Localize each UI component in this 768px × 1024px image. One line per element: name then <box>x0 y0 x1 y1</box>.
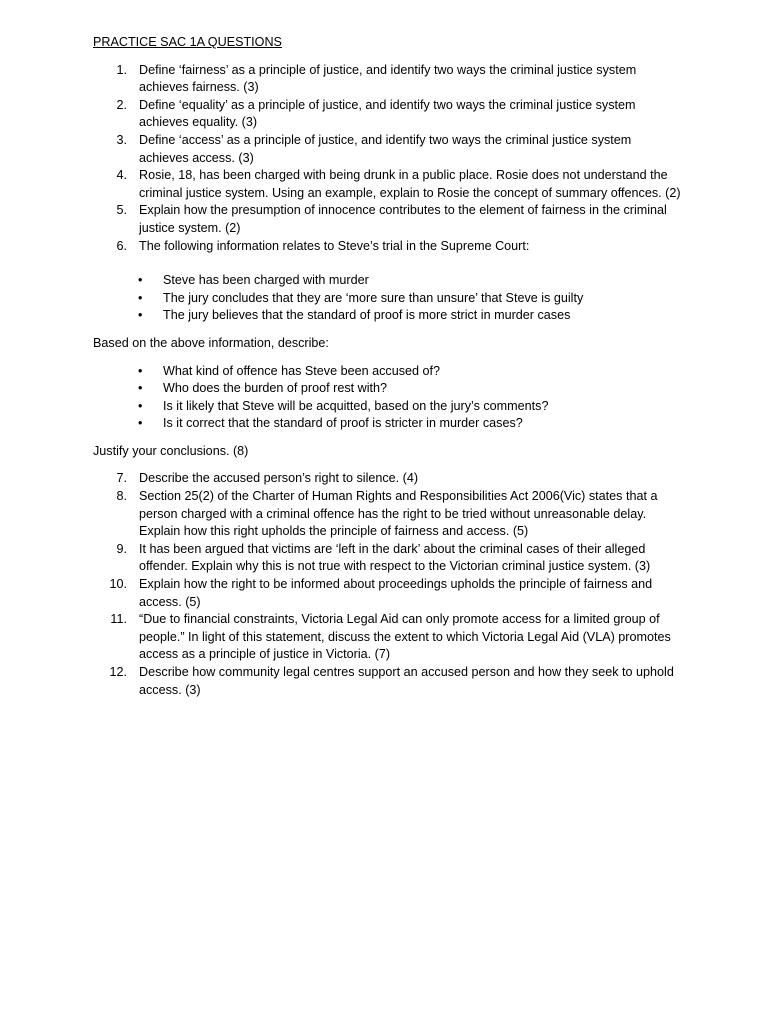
question-item <box>93 541 683 576</box>
question-text: Section 25(2) of the Charter of Human Rights and Responsibilities Act 2006(Vic) states that a person charged with a criminal offence has the right to be tried without unreasonable delay. Explain how this right upholds the principle of fairness and access. (5) <box>139 489 658 539</box>
question-item <box>93 611 683 664</box>
question-item <box>93 202 683 237</box>
describe-item <box>93 398 683 416</box>
question-item <box>93 664 683 699</box>
question-number: 12. <box>109 665 127 679</box>
question-item <box>93 238 683 256</box>
bullet-icon: • <box>138 363 143 378</box>
question-item <box>93 576 683 611</box>
fact-item <box>93 307 683 325</box>
facts-bullet-list <box>93 272 683 325</box>
describe-text: Who does the burden of proof rest with? <box>163 381 388 396</box>
document-page <box>93 34 683 699</box>
questions-list-part1 <box>93 62 683 256</box>
question-number: 6. <box>116 238 127 253</box>
question-text: Explain how the presumption of innocence contributes to the element of fairness in the criminal justice system. (2) <box>139 203 667 235</box>
question-text: Describe the accused person’s right to silence. (4) <box>139 471 419 486</box>
bullet-icon: • <box>138 398 143 413</box>
question-number: 10. <box>109 577 127 592</box>
question-number: 4. <box>116 168 127 183</box>
question-text: It has been argued that victims are ‘left in the dark’ about the criminal cases of their alleged offender. Explain why this is not true with respect to the Victorian criminal justice system. (3) <box>139 541 651 574</box>
question-text: Define ‘fairness’ as a principle of justice, and identify two ways the criminal justice system achieves fairness. (3) <box>139 62 637 95</box>
question-number: 5. <box>116 203 127 218</box>
question-number: 3. <box>116 132 127 147</box>
question-text: Define ‘access’ as a principle of justice, and identify two ways the criminal justice system achieves access. (3) <box>139 132 632 165</box>
describe-item <box>93 380 683 398</box>
question-text: The following information relates to Steve’s trial in the Supreme Court: <box>139 238 530 253</box>
describe-intro: Based on the above information, describe: <box>93 335 329 350</box>
justify-line: Justify your conclusions. (8) <box>93 443 249 458</box>
describe-item <box>93 415 683 433</box>
bullet-icon: • <box>138 381 143 396</box>
describe-item <box>93 363 683 381</box>
question-text: Describe how community legal centres support an accused person and how they seek to uphold access. (3) <box>139 665 674 697</box>
fact-item <box>93 272 683 290</box>
question-number: 11. <box>110 612 127 627</box>
question-text: “Due to financial constraints, Victoria Legal Aid can only promote access for a limited group of people.” In light of this statement, discuss the extent to which Victoria Legal Aid (VLA) promotes access as a principle of justice in Victoria. (7) <box>139 612 671 662</box>
fact-text: The jury believes that the standard of proof is more strict in murder cases <box>163 308 571 323</box>
questions-list-part2 <box>93 470 683 699</box>
fact-item <box>93 290 683 308</box>
question-item <box>93 167 683 202</box>
bullet-icon: • <box>138 290 143 305</box>
question-text: Define ‘equality’ as a principle of justice, and identify two ways the criminal justice system achieves equality. (3) <box>139 97 636 130</box>
describe-text: What kind of offence has Steve been accused of? <box>163 363 441 378</box>
describe-bullet-list <box>93 363 683 433</box>
question-item <box>93 132 683 167</box>
question-number: 7. <box>116 471 127 486</box>
bullet-icon: • <box>138 308 143 323</box>
question-item <box>93 488 683 541</box>
question-number: 8. <box>116 489 127 504</box>
describe-text: Is it correct that the standard of proof is stricter in murder cases? <box>163 416 523 431</box>
question-item <box>93 470 683 488</box>
bullet-icon: • <box>138 416 143 431</box>
question-text: Explain how the right to be informed about proceedings upholds the principle of fairness and access. (5) <box>139 577 653 609</box>
describe-text: Is it likely that Steve will be acquitted, based on the jury’s comments? <box>163 398 549 413</box>
question-item <box>93 97 683 132</box>
question-number: 2. <box>116 97 127 112</box>
question-number: 1. <box>116 62 127 77</box>
fact-text: The jury concludes that they are ‘more sure than unsure’ that Steve is guilty <box>163 290 584 305</box>
question-item <box>93 62 683 97</box>
fact-text: Steve has been charged with murder <box>163 273 369 288</box>
page-title: PRACTICE SAC 1A QUESTIONS <box>93 35 282 49</box>
bullet-icon: • <box>138 273 143 288</box>
question-text: Rosie, 18, has been charged with being drunk in a public place. Rosie does not understand the criminal justice system. Using an example, explain to Rosie the concept of summary offences. (2) <box>139 168 681 200</box>
question-number: 9. <box>116 541 127 556</box>
